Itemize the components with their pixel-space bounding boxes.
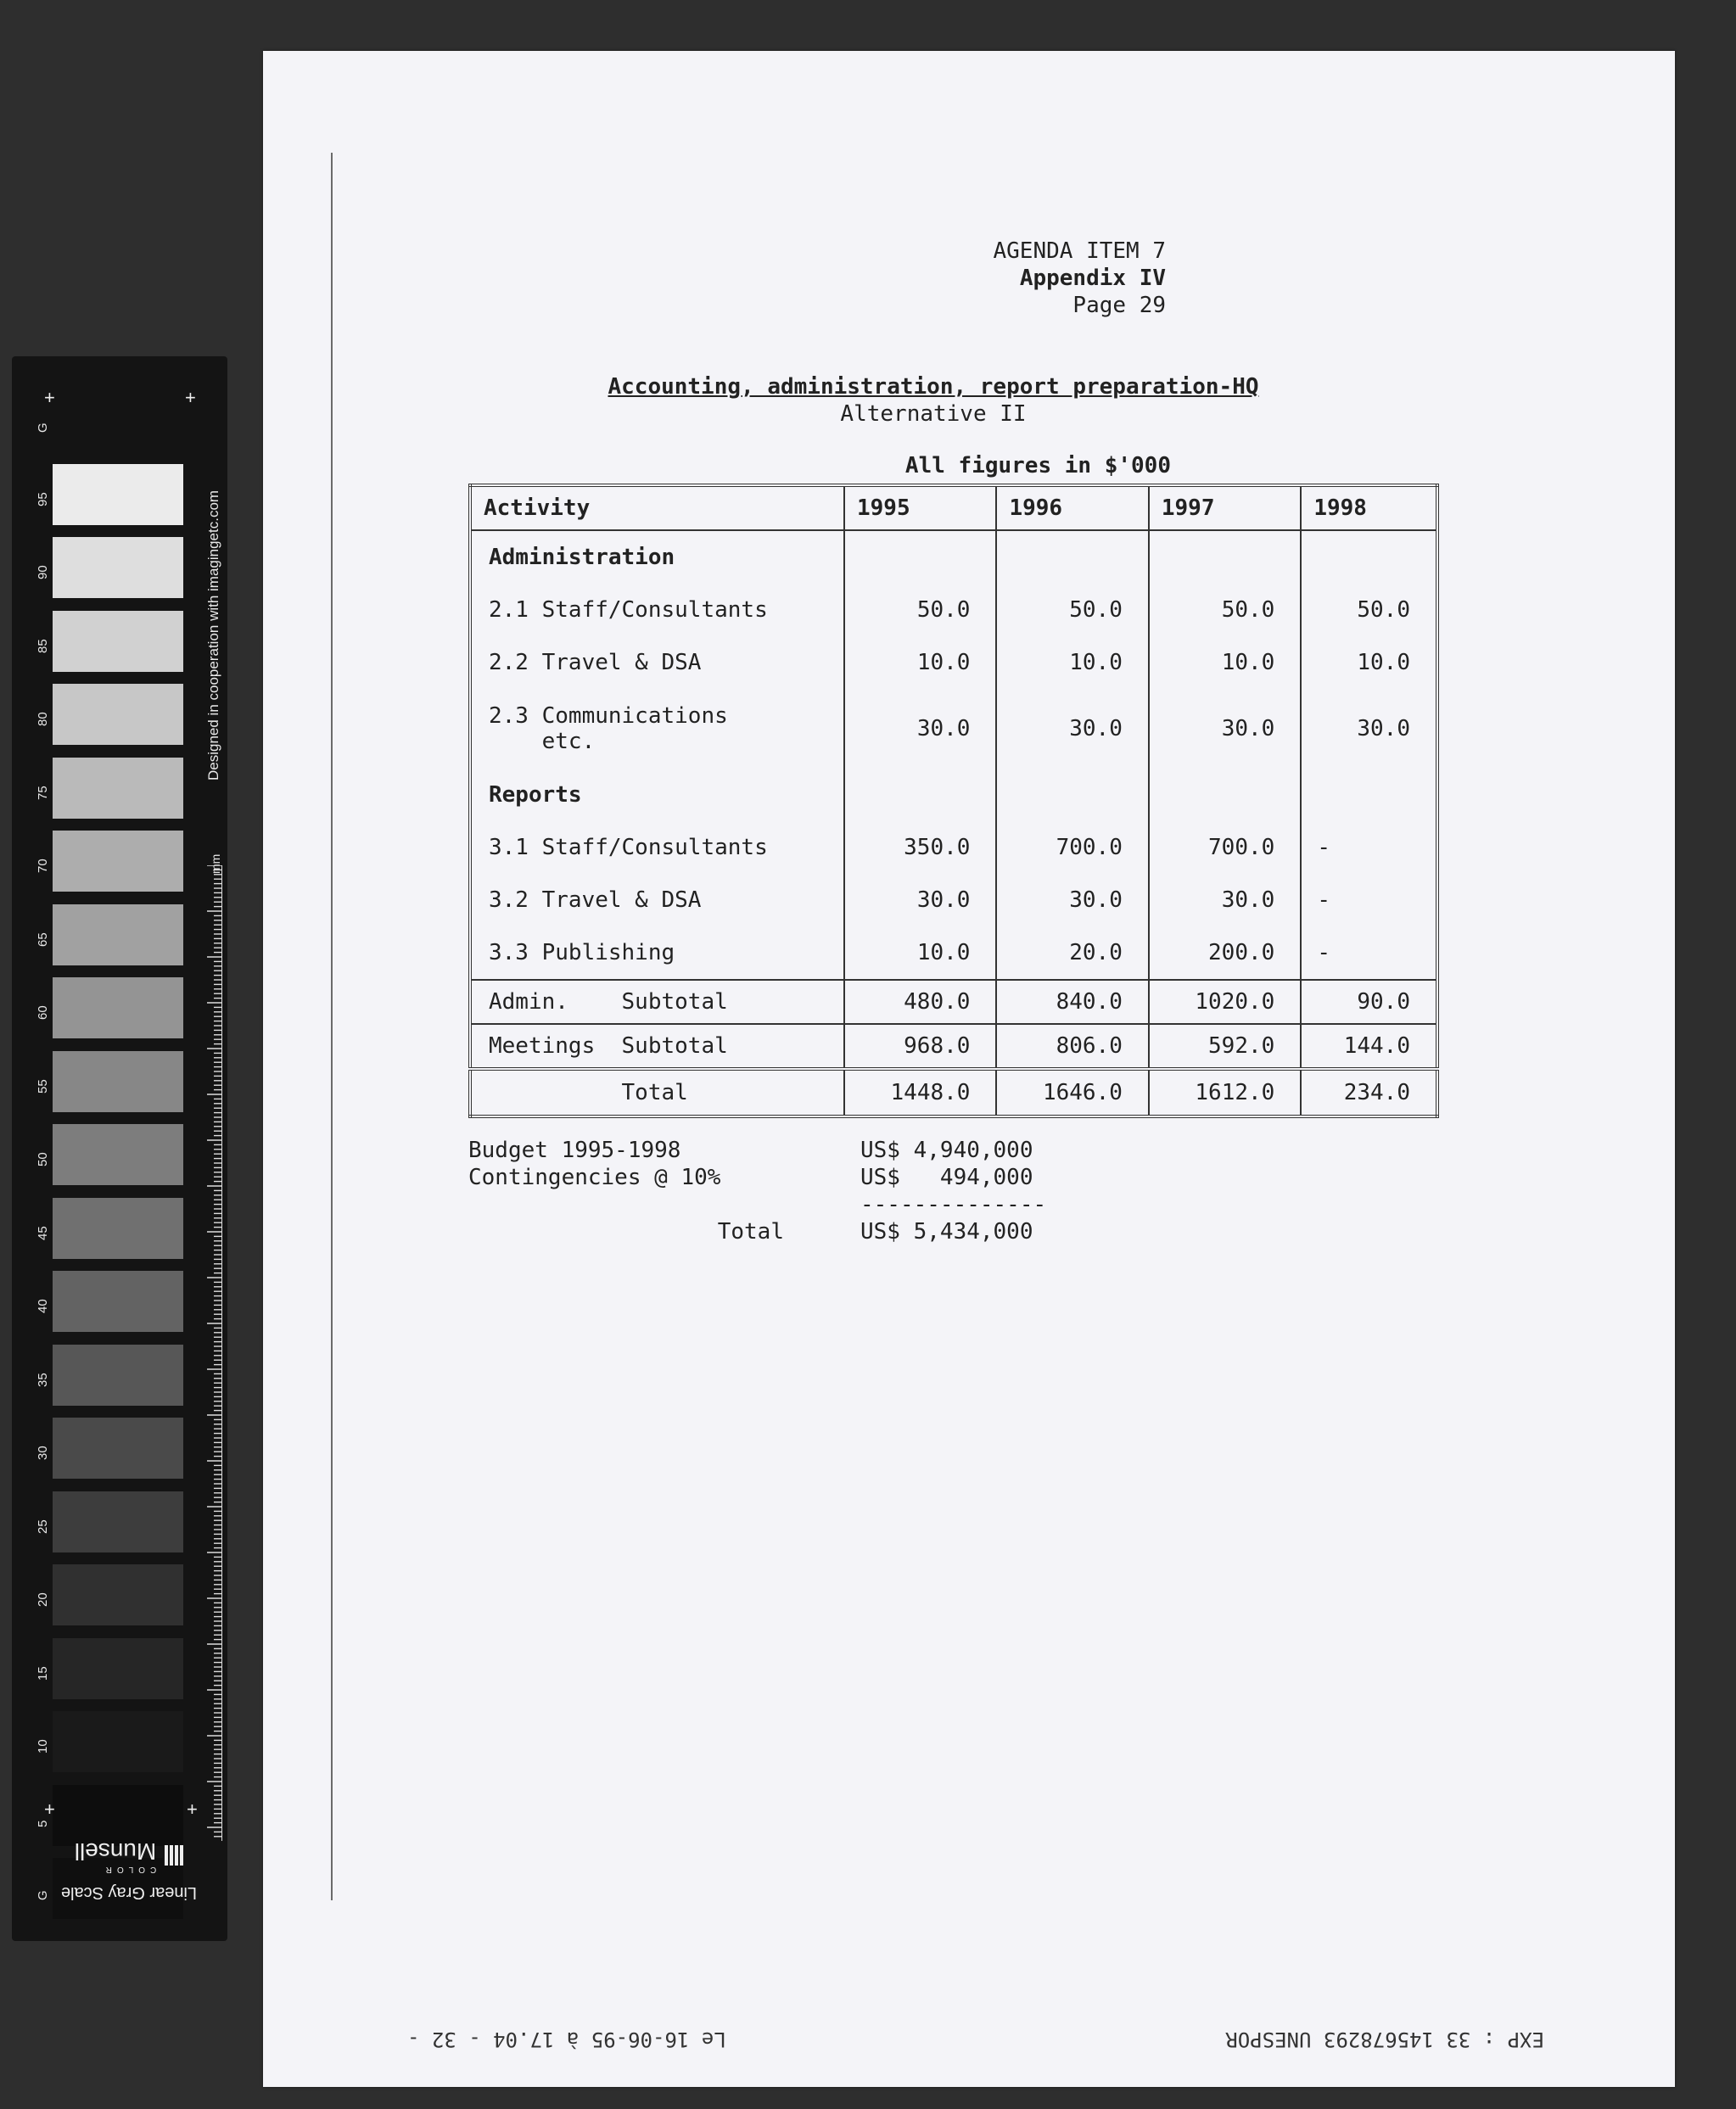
contingencies-label: Contingencies @ 10% [468, 1165, 721, 1190]
gray-patch [53, 1638, 183, 1699]
units-note: All figures in $'000 [904, 453, 1171, 478]
total-label: Total [717, 1219, 784, 1245]
summary-divider: -------------- [860, 1192, 1047, 1217]
value-cell: 30.0 [844, 689, 996, 769]
value-cell: - [1301, 874, 1437, 926]
gray-patch-label: 35 [36, 1372, 50, 1387]
table-row [470, 874, 1437, 926]
gray-patch [53, 1491, 183, 1552]
value-cell: 50.0 [996, 584, 1148, 636]
value-cell: 700.0 [996, 821, 1148, 874]
value-cell: 968.0 [844, 1024, 996, 1069]
brand-name: Munsell [74, 1838, 157, 1865]
table-row [470, 689, 1437, 769]
gray-patch [53, 1051, 183, 1112]
column-header-activity: Activity [470, 485, 844, 530]
value-cell: 50.0 [1301, 584, 1437, 636]
gray-patch-label: 90 [36, 565, 50, 579]
value-cell: 1448.0 [844, 1069, 996, 1116]
column-header-year: 1998 [1301, 485, 1437, 530]
gray-patch [53, 611, 183, 672]
gray-patch-label: 25 [36, 1519, 50, 1534]
contingencies-value: US$ 494,000 [860, 1165, 1033, 1190]
document-title: Accounting, administration, report preparation-HQ [608, 374, 1259, 400]
gray-scale-card [12, 356, 227, 1941]
gray-patch [53, 1124, 183, 1185]
budget-value: US$ 4,940,000 [860, 1138, 1033, 1163]
value-cell [1149, 769, 1301, 821]
gray-patch-label: 30 [36, 1446, 50, 1460]
gray-patch [53, 1198, 183, 1259]
value-cell [1301, 769, 1437, 821]
gray-patch-label: 20 [36, 1592, 50, 1607]
table-section-row [470, 769, 1437, 821]
gray-patch [53, 1711, 183, 1772]
value-cell: 480.0 [844, 980, 996, 1024]
table-subtotal-row [470, 1024, 1437, 1069]
gray-patch [53, 1564, 183, 1625]
gray-patch [53, 831, 183, 892]
table-body [470, 530, 1437, 1116]
value-cell: 1646.0 [996, 1069, 1148, 1116]
total-value: US$ 5,434,000 [860, 1219, 1033, 1245]
gray-patch-label: 55 [36, 1078, 50, 1094]
value-cell: 30.0 [844, 874, 996, 926]
value-cell [844, 769, 996, 821]
gray-patch-label: 45 [36, 1225, 50, 1240]
table-section-row [470, 530, 1437, 584]
munsell-logo-icon [163, 1846, 183, 1866]
activity-cell: 3.3 Publishing [470, 926, 844, 980]
column-header-year: 1997 [1149, 485, 1301, 530]
page-number: Page 29 [1072, 293, 1166, 318]
value-cell: - [1301, 821, 1437, 874]
activity-cell: 2.3 Communications etc. [470, 689, 844, 769]
value-cell: 20.0 [996, 926, 1148, 980]
value-cell [996, 769, 1148, 821]
activity-cell: 3.2 Travel & DSA [470, 874, 844, 926]
scale-credit: Designed in cooperation with imagingetc.com [205, 489, 221, 780]
activity-cell: Admin. Subtotal [470, 980, 844, 1024]
activity-cell: Administration [470, 530, 844, 584]
scale-name: Linear Gray Scale [60, 1883, 198, 1902]
gray-patch-label: G [36, 422, 50, 433]
table-total-row [470, 1069, 1437, 1116]
plus-mark-bl: + [44, 1799, 55, 1820]
table-header-row [470, 485, 1437, 530]
activity-cell: Meetings Subtotal [470, 1024, 844, 1069]
activity-cell: 3.1 Staff/Consultants [470, 821, 844, 874]
budget-label: Budget 1995-1998 [468, 1138, 681, 1163]
plus-mark-tr: + [185, 387, 196, 408]
value-cell: - [1301, 926, 1437, 980]
gray-patch-label: 40 [36, 1299, 50, 1313]
value-cell: 1612.0 [1149, 1069, 1301, 1116]
activity-cell: 2.2 Travel & DSA [470, 636, 844, 689]
value-cell: 30.0 [1149, 874, 1301, 926]
table-row [470, 636, 1437, 689]
gray-patch-label: G [36, 1890, 50, 1900]
plus-mark-tl: + [44, 387, 55, 408]
value-cell [1301, 530, 1437, 584]
table-row [470, 926, 1437, 980]
value-cell: 806.0 [996, 1024, 1148, 1069]
value-cell: 700.0 [1149, 821, 1301, 874]
gray-patch-label: 75 [36, 785, 50, 800]
value-cell: 350.0 [844, 821, 996, 874]
column-header-year: 1996 [996, 485, 1148, 530]
value-cell: 10.0 [1149, 636, 1301, 689]
budget-table [468, 484, 1439, 1118]
gray-patch [53, 684, 183, 745]
gray-patch [53, 537, 183, 598]
gray-patch [53, 1418, 183, 1479]
activity-cell: Total [470, 1069, 844, 1116]
ruler-unit: mm [209, 853, 222, 874]
gray-patch-label: 65 [36, 931, 50, 947]
table-row [470, 821, 1437, 874]
value-cell [1149, 530, 1301, 584]
gray-patch-label: 15 [36, 1665, 50, 1681]
value-cell: 200.0 [1149, 926, 1301, 980]
gray-patch-label: 50 [36, 1152, 50, 1166]
value-cell [996, 530, 1148, 584]
value-cell: 840.0 [996, 980, 1148, 1024]
gray-patch-label: 95 [36, 491, 50, 506]
value-cell [844, 530, 996, 584]
table-row [470, 584, 1437, 636]
gray-patch [53, 390, 183, 451]
document-page [263, 51, 1675, 2087]
brand-color: COLOR [100, 1865, 157, 1874]
document-title-block [577, 373, 1290, 428]
gray-patch [53, 1785, 183, 1846]
value-cell: 592.0 [1149, 1024, 1301, 1069]
gray-patch-label: 5 [36, 1820, 50, 1827]
fax-footer [373, 2017, 1561, 2051]
table-subtotal-row [470, 980, 1437, 1024]
value-cell: 30.0 [1301, 689, 1437, 769]
scale-brand [53, 1838, 205, 1902]
plus-mark-br: + [187, 1799, 198, 1820]
value-cell: 90.0 [1301, 980, 1437, 1024]
gray-patch-label: 60 [36, 1005, 50, 1020]
value-cell: 30.0 [1149, 689, 1301, 769]
gray-patch [53, 1345, 183, 1406]
margin-line [331, 153, 333, 1900]
activity-cell: 2.1 Staff/Consultants [470, 584, 844, 636]
gray-patch [53, 464, 183, 525]
fax-timestamp: Le 16-06-95 à 17.04 - 32 - [407, 2028, 726, 2051]
gray-patch-label: 80 [36, 712, 50, 726]
gray-patch [53, 1271, 183, 1332]
document-subtitle: Alternative II [840, 401, 1027, 427]
mm-ruler [205, 865, 222, 1841]
appendix: Appendix IV [1019, 266, 1166, 291]
value-cell: 10.0 [996, 636, 1148, 689]
fax-sender: EXP : 33 145678293 UNESPOR [1225, 2028, 1544, 2051]
value-cell: 30.0 [996, 689, 1148, 769]
gray-patch-label: 85 [36, 638, 50, 653]
value-cell: 30.0 [996, 874, 1148, 926]
value-cell: 1020.0 [1149, 980, 1301, 1024]
agenda-item: AGENDA ITEM 7 [993, 238, 1166, 264]
gray-patch [53, 758, 183, 819]
gray-patch [53, 977, 183, 1038]
gray-patch-label: 70 [36, 859, 50, 873]
gray-patch-label: 10 [36, 1739, 50, 1754]
value-cell: 50.0 [844, 584, 996, 636]
agenda-header [994, 238, 1167, 319]
value-cell: 10.0 [1301, 636, 1437, 689]
activity-cell: Reports [470, 769, 844, 821]
value-cell: 50.0 [1149, 584, 1301, 636]
value-cell: 144.0 [1301, 1024, 1437, 1069]
value-cell: 234.0 [1301, 1069, 1437, 1116]
value-cell: 10.0 [844, 636, 996, 689]
gray-patch [53, 904, 183, 965]
value-cell: 10.0 [844, 926, 996, 980]
column-header-year: 1995 [844, 485, 996, 530]
